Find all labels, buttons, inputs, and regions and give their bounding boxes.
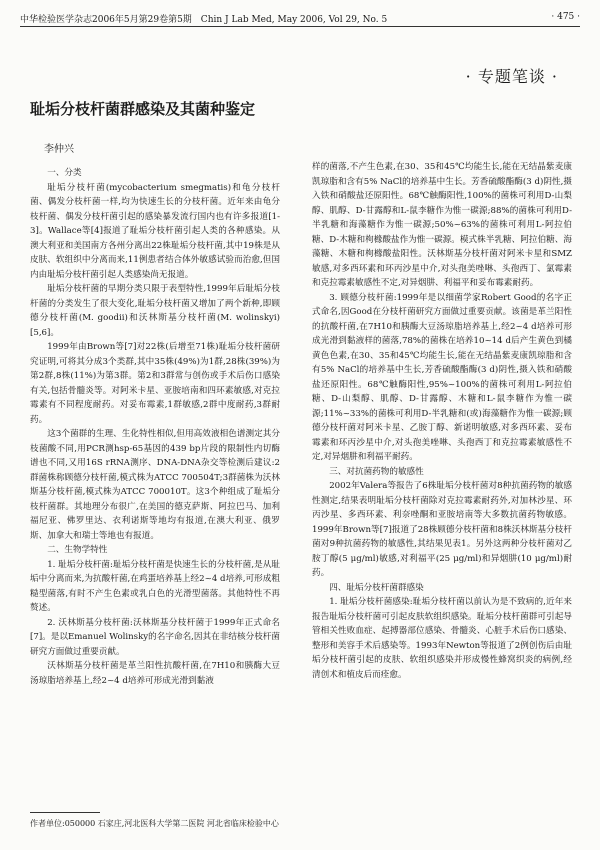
page-number: · 475 ·	[551, 12, 580, 22]
paragraph: 2. 沃林斯基分枝杆菌:沃林斯基分枝杆菌于1999年正式命名[7]。是以Emanuel Wolinsky的名字命名,因其在非结核分枝杆菌研究方面做过重要贡献。	[30, 617, 280, 657]
section-heading: 一、分类	[47, 168, 82, 178]
paragraph: 1. 耻垢分枝杆菌感染:耻垢分枝杆菌以前认为是不致病的,近年来报告耻垢分枝杆菌可引起皮肤软组织感染。耻垢分枝杆菌群可引起导管相关性败血症、起搏器部位感染、骨髓炎、心脏手术后伤口感染、整形和美容手术后感染等。1993年Newton等报道了2例创伤后由耻垢分枝杆菌引起的皮肤、软组织感染并形成慢性蜂窝织炎的病例,经清创术和植皮后而痊愈。	[312, 597, 572, 680]
paragraph: 2002年Valera等报告了6株耻垢分枝杆菌对8种抗菌药物的敏感性测定,结果表明耻垢分枝杆菌除对克拉霉素耐药外,对加林沙星、环丙沙星、多西环素、利奈唑酮和亚胺培南等大多数抗菌药物敏感。1999年Brown等[7]报道了28株顾德分枝杆菌和8株沃林斯基分枝杆菌对9种抗菌药物的敏感性,其结果见表1。另外这两种分枝杆菌对乙胺丁醇(5 μg/ml)敏感,对利福平(25 μg/ml)和异烟肼(10 μg/ml)耐药。	[312, 481, 572, 578]
right-column	[312, 160, 572, 682]
paragraph: 1999年由Brown等[7]对22株(后增至71株)耻垢分枝杆菌研究证明,可将其分成3个类群,其中35株(49%)为1群,28株(39%)为第2群,8株(11%)为第3群。第2和3群常与创伤或手术后伤口感染有关,包括骨髓炎等。对阿米卡星、亚胺培南和四环素敏感,对克拉霉素有不同程度耐药。对妥布霉素,1群敏感,2群中度耐药,3群耐药。	[30, 342, 280, 425]
running-header-left: 中华检验医学杂志2006年5月第29卷第5期 Chin J Lab Med, May 2006, Vol 29, No. 5	[20, 15, 388, 25]
column-tag: · 专题笔谈 ·	[465, 67, 558, 86]
author-affiliation-footnote: 作者单位:050000 石家庄,河北医科大学第二医院 河北省临床检验中心	[30, 819, 279, 828]
paragraph: 耻垢分枝杆菌(mycobacterium smegmatis)和龟分枝杆菌、偶发分枝杆菌一样,均为快速生长的分枝杆菌。近年来由龟分枝杆菌、偶发分枝杆菌引起的感染暴发流行国内也有许多报道[1-3]。Wallace等[4]报道了耻垢分枝杆菌引起人类的各种感染。从澳大利亚和美国南方各州分离出22株耻垢分枝杆菌,其中19株是从皮肤、软组织中分离而来,11例患者结合体外敏感试验而治愈,但国内由耻垢分枝杆菌引起人类感染尚无报道。	[30, 182, 280, 280]
paragraph: 1. 耻垢分枝杆菌:耻垢分枝杆菌是快速生长的分枝杆菌,是从耻垢中分离而来,为抗酸杆菌,在鸡蛋培养基上经2~4 d培养,可形成粗糙型菌落,有时不产生色素或乳白色的光滑型菌落。其他特性不再赘述。	[30, 559, 280, 613]
paragraph: 沃林斯基分枝杆菌是革兰阳性抗酸杆菌,在7H10和胰酶大豆汤琼脂培养基上,经2~4 d培养可形成光滑到黏液	[30, 661, 280, 686]
section-heading: 三、对抗菌药物的敏感性	[329, 466, 424, 477]
article-title: 耻垢分枝杆菌群感染及其菌种鉴定	[30, 100, 256, 118]
paragraph: 这3个菌群的生理、生化特性相似,但用高效液相色谱测定其分枝菌酸不同,用PCR测hsp-65基因的439 bp片段的限制性内切酶谱也不同,又用16S rRNA测序、DNA-DNA杂交等检测后建议:2群菌株称顾德分枝杆菌,模式株为ATCC 700504T;3群菌株为沃林斯基分枝杆菌,模式株为ATCC 700010T。这3个种组成了耻垢分枝杆菌群。其地理分布很广,在美国的德克萨斯、阿拉巴马、加利福尼亚、佛罗里达、衣利诺斯等地均有报道,在澳大利亚、俄罗斯、加拿大和瑞士等地也有报道。	[30, 429, 280, 541]
header-rule	[20, 26, 580, 27]
author: 李仲兴	[44, 144, 74, 155]
paragraph: 样的菌落,不产生色素,在30、35和45℃均能生长,能在无结晶紫麦康凯琼脂和含有5% NaCl的培养基中生长。芳香硫酸酯酶(3 d)阴性,摄入铁和硝酸盐还原阳性。68℃触酶阳性,100%的菌株可利用D-山梨醇、肌醇、D-甘露醇和L-鼠李糖作为惟一碳源;88%的菌株可利用D-半乳糖和海藻糖作为惟一碳源;50%~63%的菌株可利用L-阿拉伯糖、D-木糖和枸橼酸盐作为惟一碳源。模式株半乳糖、阿拉伯糖、海藻糖、木糖和枸橼酸盐阳性。沃林斯基分枝杆菌对阿米卡星和SMZ敏感,对多西环素和环丙沙星中介,对头孢美唑啉、头孢西丁、氯霉素和克拉霉素敏感性不定,对异烟肼、利福平和妥布霉素耐药。	[312, 162, 572, 288]
section-heading: 四、耻垢分枝杆菌群感染	[329, 582, 424, 593]
paragraph: 3. 顾德分枝杆菌:1999年是以细菌学家Robert Good的名字正式命名,因Good在分枝杆菌研究方面做过重要贡献。该菌是革兰阳性的抗酸杆菌,在7H10和胰酶大豆汤琼脂培养基上,经2~4 d培养可形成光滑到黏液样的菌落,78%的菌株在培养10~14 d后产生黄色到橘黄色色素,在30、35和45℃均能生长,能在无结晶紫麦康凯琼脂和含有5% NaCl的培养基中生长,芳香硫酸酯酶(3 d)阴性,摄入铁和硝酸盐还原阳性。68℃触酶阳性,95%~100%的菌株可利用L-阿拉伯糖、D-山梨醇、肌醇、D-甘露醇、木糖和L-鼠李糖作为惟一碳源;11%~33%的菌株可利用D-半乳糖和(或)海藻糖作为惟一碳源;顾德分枝杆菌对阿米卡星、乙胺丁醇、新诺明敏感,对多西环素、妥布霉素和环丙沙星中介,对头孢美唑啉、头孢西丁和克拉霉素敏感性不定,对异烟肼和利福平耐药。	[312, 292, 572, 462]
section-heading: 二、生物学特性	[47, 545, 108, 555]
footnote-rule	[30, 812, 100, 813]
left-column	[30, 166, 280, 688]
paragraph: 耻垢分枝杆菌的早期分类只限于表型特性,1999年后耻垢分枝杆菌的分类发生了很大变化,耻垢分枝杆菌又增加了两个新种,即顾德分枝杆菌(M. goodii)和沃林斯基分枝杆菌(M. wolinskyi)[5,6]。	[30, 284, 280, 338]
